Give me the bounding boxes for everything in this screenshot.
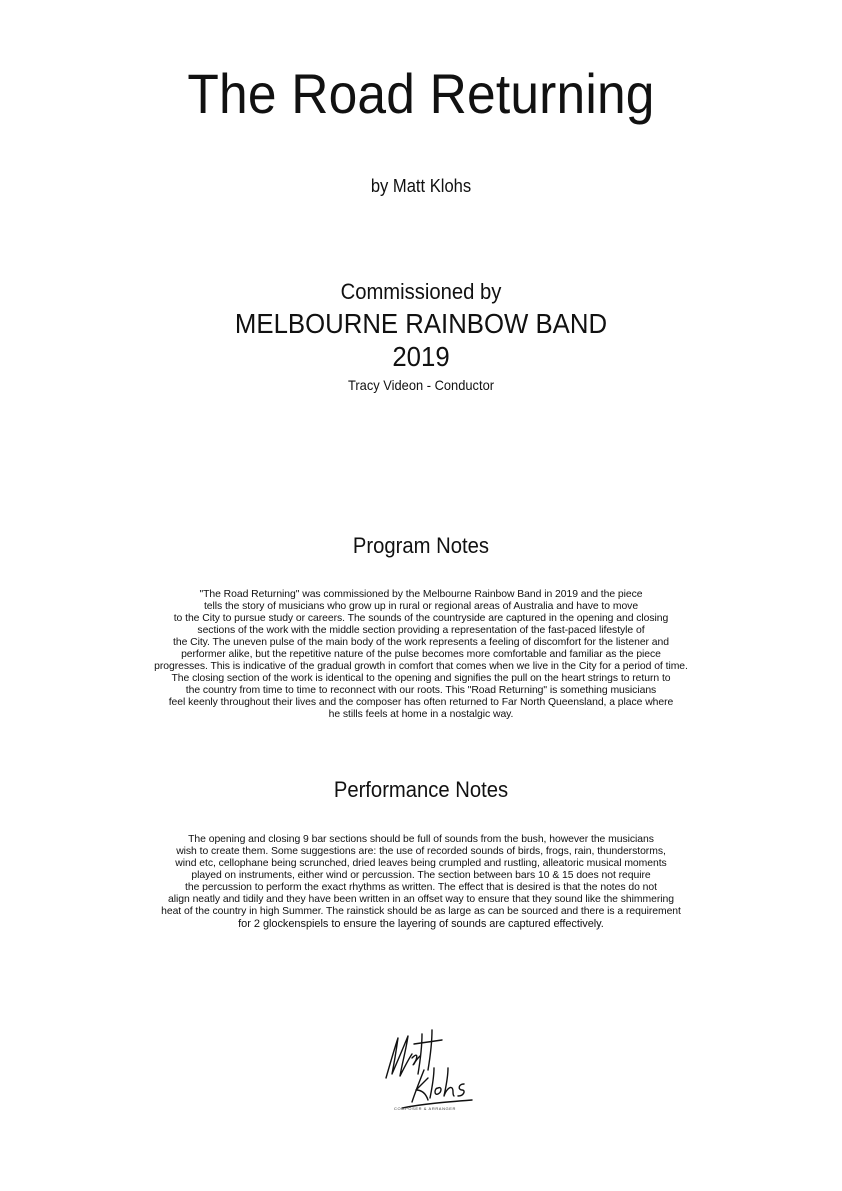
program-note-line: progresses. This is indicative of the gradual growth in comfort that comes when we live in the City for a period of time. bbox=[154, 661, 688, 672]
performance-note-line: the percussion to perform the exact rhythms as written. The effect that is desired is that the notes do not bbox=[185, 882, 657, 893]
program-note-line: to the City to pursue study or careers. The sounds of the countryside are captured in the opening and closing bbox=[173, 613, 669, 624]
commissioned-label: Commissioned by bbox=[340, 279, 502, 304]
performance-note-line: wind etc, cellophane being scrunched, dried leaves being crumpled and rustling, alleatoric musical moments bbox=[175, 858, 667, 869]
commission-year: 2019 bbox=[392, 341, 450, 372]
composer-byline: by Matt Klohs bbox=[370, 176, 472, 196]
program-note-line: sections of the work with the middle section providing a representation of the fast-paced lifestyle of bbox=[197, 625, 645, 636]
program-note-line: The closing section of the work is identical to the opening and signifies the pull on the heart strings to return to bbox=[171, 673, 671, 684]
performance-note-line: align neatly and tidily and they have been written in an offset way to ensure that they sound like the shimmering bbox=[168, 894, 674, 905]
performance-notes-text bbox=[0, 834, 842, 930]
program-notes-heading: Program Notes bbox=[352, 533, 490, 558]
conductor-credit: Tracy Videon - Conductor bbox=[347, 377, 495, 393]
program-note-line: feel keenly throughout their lives and the composer has often returned to Far North Queensland, a place where bbox=[168, 697, 674, 708]
performance-note-line: for 2 glockenspiels to ensure the layering of sounds are captured effectively. bbox=[238, 918, 604, 930]
signature-subtitle: COMPOSER & ARRANGER bbox=[393, 1106, 457, 1111]
document-title: The Road Returning bbox=[187, 62, 655, 125]
performance-note-line: played on instruments, either wind or percussion. The section between bars 10 & 15 does not require bbox=[191, 870, 651, 881]
commissioning-band: MELBOURNE RAINBOW BAND bbox=[234, 308, 608, 339]
program-note-line: he stills feels at home in a nostalgic way. bbox=[328, 709, 514, 720]
program-notes-text bbox=[0, 589, 842, 721]
program-note-line: "The Road Returning" was commissioned by the Melbourne Rainbow Band in 2019 and the piece bbox=[199, 589, 643, 600]
performance-note-line: The opening and closing 9 bar sections should be full of sounds from the bush, however the musicians bbox=[188, 834, 654, 845]
program-note-line: the country from time to time to reconnect with our roots. This "Road Returning" is something musicians bbox=[185, 685, 657, 696]
performance-note-line: wish to create them. Some suggestions are: the use of recorded sounds of birds, frogs, rain, thunderstorms, bbox=[176, 846, 666, 857]
program-note-line: the City. The uneven pulse of the main body of the work represents a feeling of discomfort for the listener and bbox=[173, 637, 669, 648]
performance-note-line: heat of the country in high Summer. The rainstick should be as large as can be sourced and there is a requirement bbox=[161, 906, 681, 917]
performance-notes-heading: Performance Notes bbox=[333, 777, 509, 802]
program-note-line: tells the story of musicians who grow up in rural or regional areas of Australia and have to move bbox=[203, 601, 639, 612]
composer-signature-logo bbox=[372, 1024, 478, 1114]
program-note-line: performer alike, but the repetitive nature of the pulse becomes more comfortable and familiar as the piece bbox=[181, 649, 661, 660]
